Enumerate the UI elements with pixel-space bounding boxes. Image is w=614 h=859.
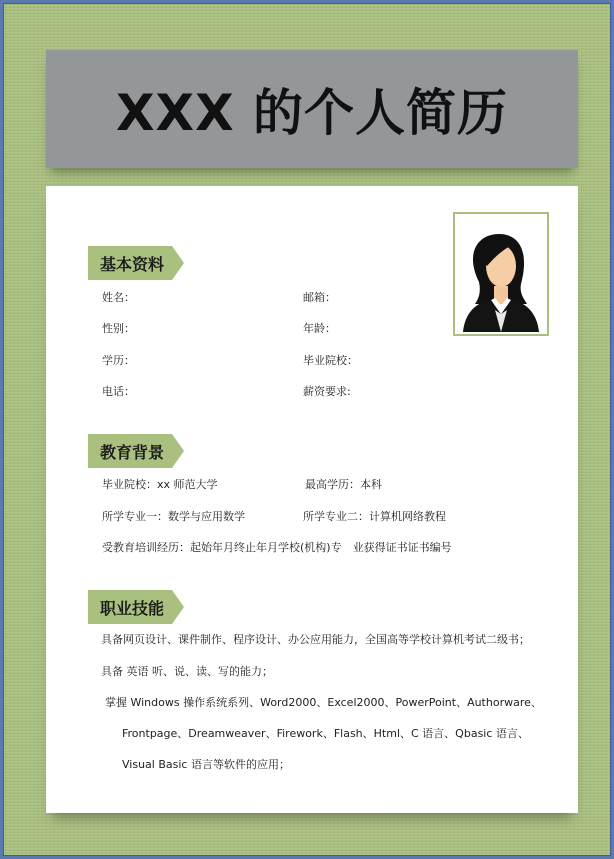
section-education: [88, 434, 184, 468]
edu-school: 毕业院校：xx 师范大学: [102, 478, 218, 491]
section-basic-info: [88, 246, 184, 280]
edu-degree: 最高学历：本科: [305, 478, 382, 491]
field-phone: 电话：: [102, 385, 135, 398]
field-school: 毕业院校：: [303, 354, 358, 367]
page-title: XXX 的个人简历: [115, 84, 509, 142]
profile-photo: [453, 212, 549, 336]
field-salary: 薪资要求:: [303, 385, 351, 398]
skill-line-3: 掌握 Windows 操作系统系列、Word2000、Excel2000、PowerPoint、Authorware、: [105, 696, 542, 709]
field-age: 年龄：: [303, 322, 336, 335]
section-heading: 教育背景: [100, 443, 165, 462]
title-banner: [46, 50, 578, 168]
section-heading: 职业技能: [100, 599, 165, 618]
avatar-icon: [455, 214, 547, 334]
resume-sheet: [46, 186, 578, 813]
skill-line-2: 具备 英语 听、说、读、写的能力；: [101, 665, 273, 678]
section-skills: [88, 590, 184, 624]
field-email: 邮箱：: [303, 291, 336, 304]
section-heading: 基本资料: [100, 255, 165, 274]
skill-line-4: Frontpage、Dreamweaver、Firework、Flash、Html、C 语言、Qbasic 语言、: [122, 727, 529, 740]
field-name: 姓名：: [102, 291, 135, 304]
field-gender: 性别：: [102, 322, 135, 335]
field-education: 学历：: [102, 354, 135, 367]
edu-training: 受教育培训经历：起始年月终止年月学校(机构)专 业获得证书证书编号: [102, 541, 452, 554]
skill-line-5: Visual Basic 语言等软件的应用；: [122, 758, 290, 771]
edu-major-2: 所学专业二：计算机网络教程: [303, 510, 446, 523]
resume-page: [3, 3, 611, 856]
edu-major-1: 所学专业一：数学与应用数学: [102, 510, 245, 523]
skill-line-1: 具备网页设计、课件制作、程序设计、办公应用能力，全国高等学校计算机考试二级书；: [101, 633, 530, 646]
